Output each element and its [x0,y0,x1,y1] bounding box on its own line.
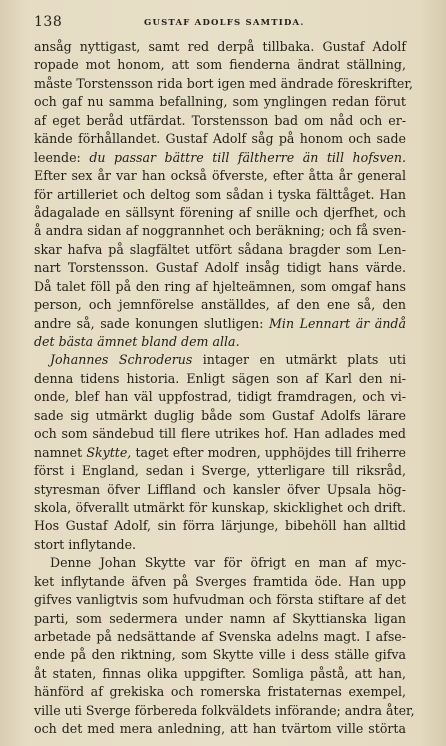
text-line [34,38,406,56]
text-segment: denna tidens historia. Enligt sägen son af Karl den ni- [34,370,406,386]
text-line [34,278,406,296]
text-line [34,315,406,333]
text-segment: och som sändebud till flere utrikes hof. Han adlades med [34,426,406,442]
text-line [34,425,406,443]
text-segment: Denne Johan Skytte var för öfrigt en man af myc- [50,555,406,571]
text-line [34,186,406,204]
text-segment: måste Torstensson rida bort igen med ändrade föreskrifter, [34,75,414,91]
text-segment: hänförd af grekiska och romerska fristaternas exempel, [34,684,406,700]
page-number: 138 [34,14,63,30]
text-line [34,554,406,572]
text-segment: nart Torstensson. Gustaf Adolf insåg tidigt hans värde. [34,260,406,276]
text-segment: Då talet föll på den ring af hjelteämnen, som omgaf hans [34,278,406,294]
running-title: GUSTAF ADOLFS SAMTIDA. [144,18,305,28]
text-line [34,646,406,664]
text-line [34,93,406,111]
text-line [34,204,406,222]
text-line [34,333,406,351]
text-segment: å andra sidan af noggrannhet och beräkning; och få sven- [34,223,406,239]
text-line [34,720,406,738]
text-segment: ende på den riktning, som Skytte ville i dess ställe gifva [34,647,406,663]
text-segment: ansåg nyttigast, samt red derpå tillbaka. Gustaf Adolf [34,39,406,54]
text-line [34,665,406,683]
text-line [34,351,406,369]
text-line [34,702,415,720]
text-segment: stort inflytande. [34,536,137,552]
italic-text-segment: Skytte, [86,444,132,460]
text-segment: åt staten, finnas olika uppgifter. Somliga påstå, att han, [34,665,406,681]
text-segment: sade sig utmärkt duglig både som Gustaf Adolfs lärare [34,407,406,423]
text-segment: taget efter modren, upphöjdes till friherre [131,444,406,460]
italic-text-segment: Johannes Schroderus [50,352,193,368]
italic-text-segment: du passar bättre till fältherre än till hofsven. [89,149,407,165]
text-segment: onde, blef han väl uppfostrad, tidigt framdragen, och vi- [34,389,406,405]
text-line [34,388,406,406]
text-segment: och det med mera anledning, att han tvärtom ville störta [34,721,406,737]
text-segment: ville uti Sverge förbereda folkväldets införande; andra åter, [34,702,415,718]
text-segment: skola, öfverallt utmärkt för kunskap, skicklighet och drift. [34,499,406,515]
text-line [34,683,406,701]
text-line [34,241,406,259]
text-line [34,462,406,480]
text-line [34,149,406,167]
text-line [34,56,406,74]
text-line [34,75,414,93]
text-segment: namnet [34,444,87,460]
text-segment: andre så, sade konungen slutligen: [34,315,270,331]
text-segment: ket inflytande äfven på Sverges framtida öde. Han upp [34,573,406,589]
text-segment: leende: [34,149,90,165]
text-segment: intager en utmärkt plats uti [192,352,406,368]
text-segment: person, och jemnförelse anställdes, af den ene så, den [34,297,406,313]
text-line [34,628,406,646]
italic-text-segment: Min Lennart är ändå [269,315,407,331]
text-segment: af eget beråd utfärdat. Torstensson bad om nåd och er- [34,112,406,128]
text-segment: Efter sex år var han också öfverste, efter åtta år general [34,168,406,184]
text-line [34,167,406,185]
text-line [34,499,406,517]
text-segment: styresman öfver Liffland och kansler öfver Upsala hög- [34,481,406,497]
text-line [34,130,406,148]
text-segment: först i England, sedan i Sverge, ytterligare till riksråd, [34,463,406,479]
text-line [34,259,406,277]
text-line [34,536,406,554]
text-line [34,407,406,425]
text-segment: Hos Gustaf Adolf, sin förra lärjunge, bibehöll han alltid [34,518,406,534]
text-line [34,610,406,628]
text-segment: arbetade på nedsättande af Svenska adelns magt. I afse- [34,629,406,644]
text-segment: ådagalade en sällsynt förening af snille och djerfhet, och [34,204,406,220]
text-line [34,222,406,240]
text-line [34,481,406,499]
text-segment: parti, som sedermera under namn af Skyttianska ligan [34,610,406,626]
text-segment: kände förhållandet. Gustaf Adolf såg på honom och sade [34,131,406,147]
text-segment: gifves vanligtvis som hufvudman och första stiftare af det [34,592,406,608]
text-line [34,573,406,591]
text-segment: för artilleriet och deltog som sådan i tyska fälttåget. Han [34,186,406,202]
text-line [34,112,406,130]
text-segment: och gaf nu samma befallning, som ynglingen redan förut [34,94,406,110]
text-line [34,296,406,314]
text-line [34,517,406,535]
page-header [34,14,410,34]
text-line [34,591,406,609]
text-line [34,370,406,388]
text-segment: ropade mot honom, att som fienderna ändrat ställning, [34,57,406,73]
text-segment: skar hafva på slagfältet utfört sådana bragder som Len- [34,241,406,257]
body-text [34,38,415,739]
text-line [34,444,406,462]
italic-text-segment: det bästa ämnet bland dem alla. [34,334,240,349]
